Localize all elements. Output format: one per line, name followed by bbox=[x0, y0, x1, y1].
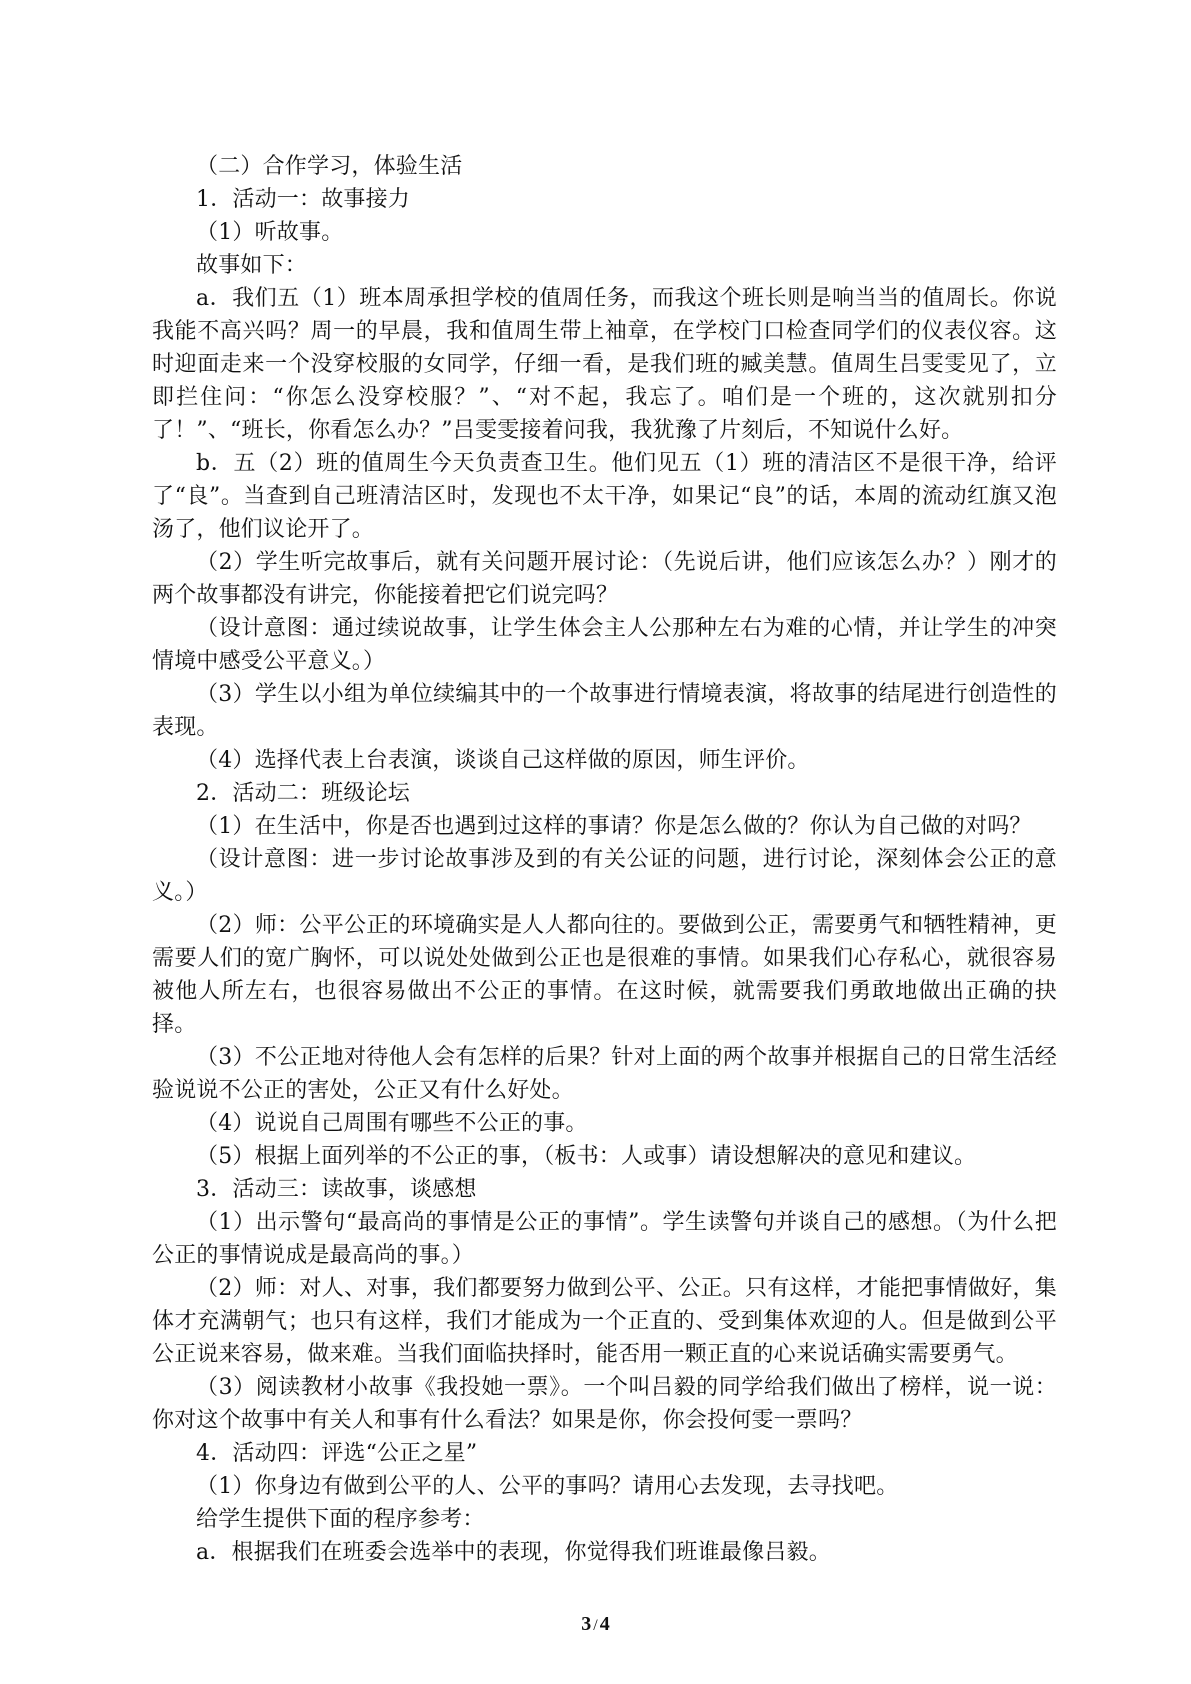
paragraph: 给学生提供下面的程序参考： bbox=[196, 1507, 485, 1532]
paragraph: （1）在生活中，你是否也遇到过这样的事请？你是怎么做的？你认为自己做的对吗？ bbox=[196, 814, 1032, 839]
paragraph: （4）说说自己周围有哪些不公正的事。 bbox=[196, 1111, 588, 1136]
total-pages: 4 bbox=[599, 1613, 610, 1635]
document-body bbox=[152, 150, 1057, 1569]
story-a: a．我们五（1）班本周承担学校的值周任务，而我这个班长则是响当当的值周长。你说我能不高兴吗？周一的早晨，我和值周生带上袖章，在学校门口检查同学们的仪表仪容。这时迎面走来一个没穿校服的女同学，仔细一看，是我们班的臧美慧。值周生吕雯雯见了，立即拦住问：“你怎么没穿校服？”、“对不起，我忘了。咱们是一个班的，这次就别扣分了！”、“班长，你看怎么办？”吕雯雯接着问我，我犹豫了片刻后，不知说什么好。 bbox=[152, 286, 1057, 443]
paragraph: （1）听故事。 bbox=[196, 220, 344, 245]
paragraph: （1）出示警句“最高尚的事情是公正的事情”。学生读警句并谈自己的感想。（为什么把公正的事情说成是最高尚的事。） bbox=[152, 1210, 1057, 1268]
activity-heading: 2．活动二：班级论坛 bbox=[196, 781, 410, 806]
story-b: b．五（2）班的值周生今天负责查卫生。他们见五（1）班的清洁区不是很干净，给评了“良”。当查到自己班清洁区时，发现也不太干净，如果记“良”的话，本周的流动红旗又泡汤了，他们议论开了。 bbox=[152, 451, 1057, 542]
section-heading: （二）合作学习，体验生活 bbox=[196, 154, 463, 179]
paragraph: （2）学生听完故事后，就有关问题开展讨论：（先说后讲，他们应该怎么办？）刚才的两个故事都没有讲完，你能接着把它们说完吗？ bbox=[152, 550, 1057, 608]
paragraph: （4）选择代表上台表演，谈谈自己这样做的原因，师生评价。 bbox=[196, 748, 810, 773]
activity-heading: 1．活动一：故事接力 bbox=[196, 187, 410, 212]
paragraph: （2）师：公平公正的环境确实是人人都向往的。要做到公正，需要勇气和牺牲精神，更需要人们的宽广胸怀，可以说处处做到公正也是很难的事情。如果我们心存私心，就很容易被他人所左右，也很容易做出不公正的事情。在这时候，就需要我们勇敢地做出正确的抉择。 bbox=[152, 913, 1057, 1037]
design-intent: （设计意图：通过续说故事，让学生体会主人公那种左右为难的心情，并让学生的冲突情境中感受公平意义。） bbox=[152, 616, 1057, 674]
design-intent: （设计意图：进一步讨论故事涉及到的有关公证的问题，进行讨论，深刻体会公正的意义。） bbox=[152, 847, 1057, 905]
paragraph: （3）学生以小组为单位续编其中的一个故事进行情境表演，将故事的结尾进行创造性的表现。 bbox=[152, 682, 1057, 740]
paragraph: 故事如下： bbox=[196, 253, 308, 278]
paragraph: （3）阅读教材小故事《我投她一票》。一个叫吕毅的同学给我们做出了榜样，说一说：你对这个故事中有关人和事有什么看法？如果是你，你会投何雯一票吗？ bbox=[152, 1375, 1057, 1433]
current-page: 3 bbox=[581, 1613, 592, 1635]
page-number bbox=[0, 1613, 1191, 1636]
activity-heading: 4．活动四：评选“公正之星” bbox=[196, 1441, 478, 1466]
page-separator: / bbox=[593, 1617, 598, 1634]
paragraph: （3）不公正地对待他人会有怎样的后果？针对上面的两个故事并根据自己的日常生活经验说说不公正的害处，公正又有什么好处。 bbox=[152, 1045, 1057, 1103]
activity-heading: 3．活动三：读故事，谈感想 bbox=[196, 1177, 477, 1202]
paragraph: （5）根据上面列举的不公正的事，（板书：人或事）请设想解决的意见和建议。 bbox=[196, 1144, 977, 1169]
paragraph: a．根据我们在班委会选举中的表现，你觉得我们班谁最像吕毅。 bbox=[196, 1540, 831, 1565]
paragraph: （1）你身边有做到公平的人、公平的事吗？请用心去发现，去寻找吧。 bbox=[196, 1474, 899, 1499]
paragraph: （2）师：对人、对事，我们都要努力做到公平、公正。只有这样，才能把事情做好，集体才充满朝气；也只有这样，我们才能成为一个正直的、受到集体欢迎的人。但是做到公平公正说来容易，做来难。当我们面临抉择时，能否用一颗正直的心来说话确实需要勇气。 bbox=[152, 1276, 1057, 1367]
